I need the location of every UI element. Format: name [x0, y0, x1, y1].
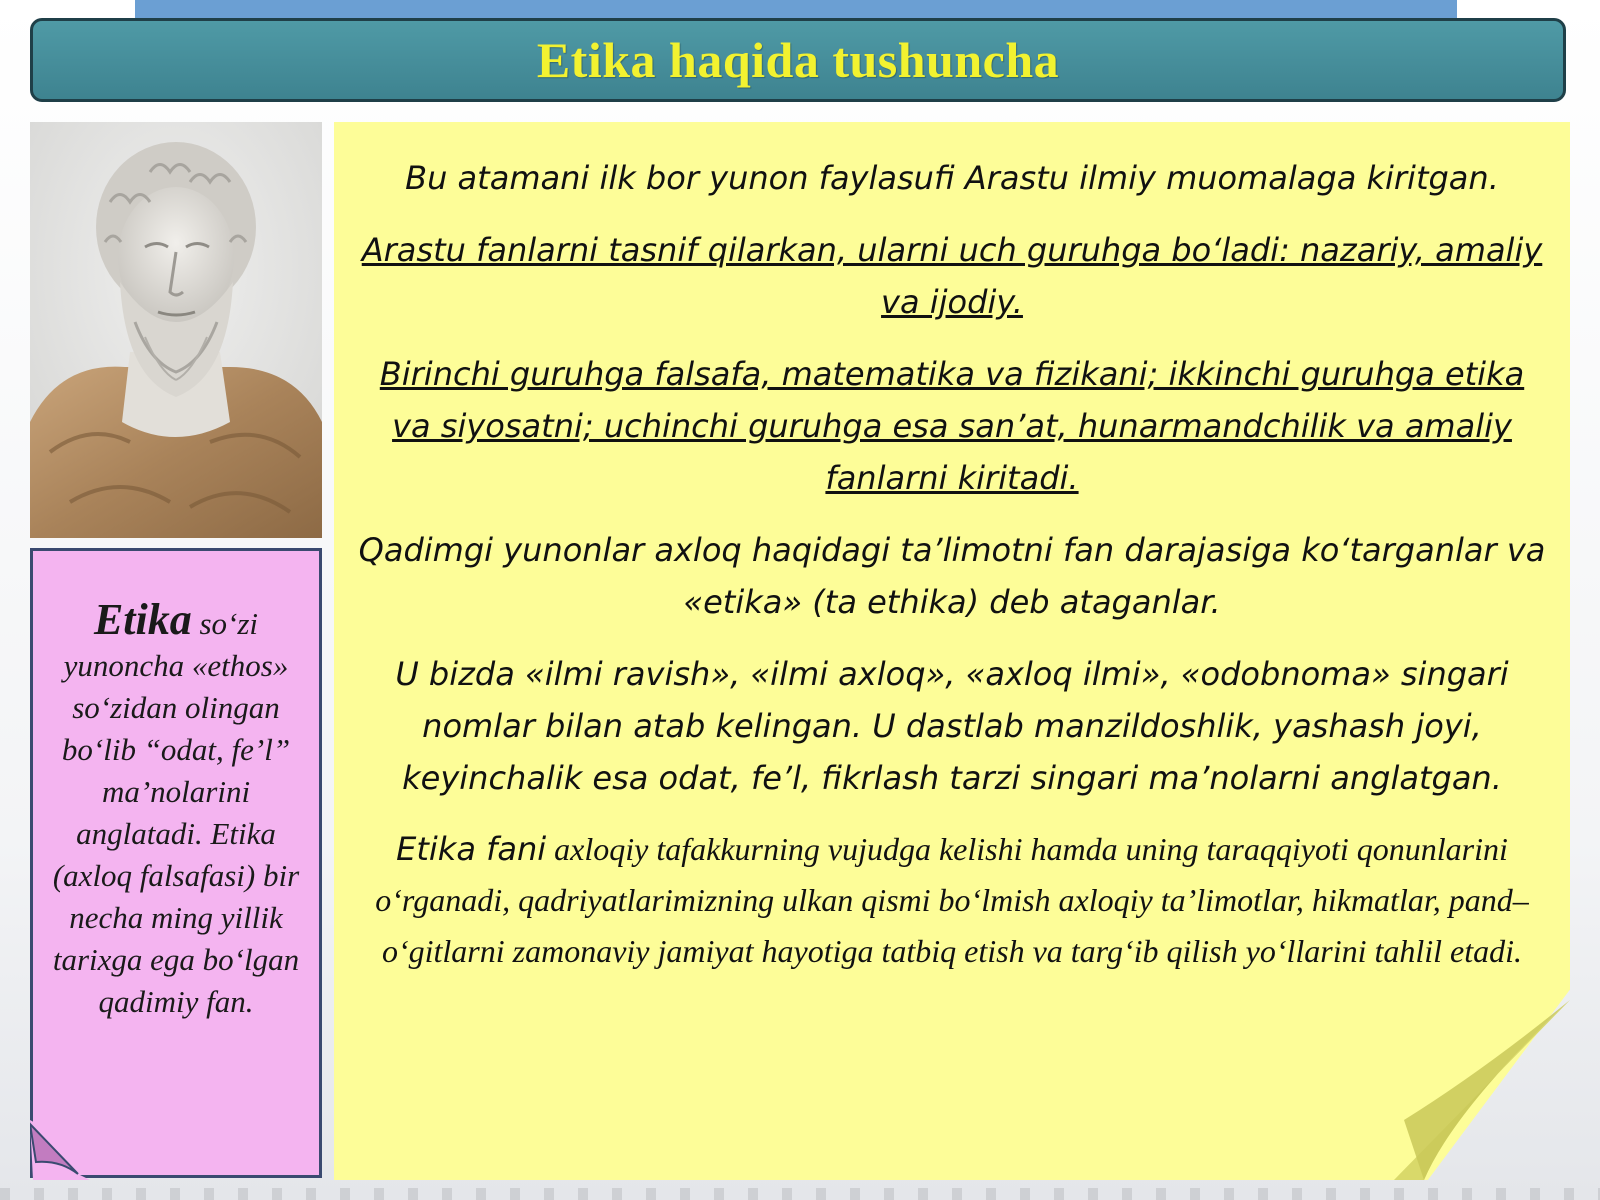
page-curl-icon: [1394, 1000, 1570, 1180]
portrait-image: [30, 122, 322, 538]
paragraph-term-origin: Bu atamani ilk bor yunon faylasufi Arastu ilmiy muomalaga kiritgan.: [405, 159, 1499, 197]
paragraph-lead: Etika fani: [396, 830, 547, 868]
side-note-lead: Etika: [93, 595, 192, 644]
etika-definition-note: [30, 548, 322, 1178]
bust-of-aristotle-icon: [30, 122, 322, 538]
page-curl-icon: [30, 1120, 90, 1180]
paragraph-classification: Arastu fanlarni tasnif qilarkan, ularni uch guruhga bo‘ladi: nazariy, amaliy va ijodiy.: [361, 231, 1543, 321]
main-text: [356, 152, 1548, 997]
paragraph-body: axloqiy tafakkurning vujudga kelishi hamda uning taraqqiyoti qonunlarini o‘rganadi, qadriyatlarimizning ulkan qismi bo‘lmish axloqiy ta’limotlar, hikmatlar, pand–o‘gitlarni zamonaviy jamiyat hayotiga tatbiq etish va targ‘ib qilish yo‘llarini tahlil etadi.: [375, 831, 1529, 969]
paragraph-etika-fani: [356, 824, 1548, 977]
bottom-decoration: [0, 1188, 1600, 1200]
paragraph-groups: Birinchi guruhga falsafa, matematika va fizikani; ikkinchi guruhga etika va siyosatni; uchinchi guruhga esa san’at, hunarmandchilik va amaliy fanlarni kiritadi.: [379, 355, 1525, 497]
paragraph-ancient-greeks: Qadimgi yunonlar axloq haqidagi ta’limotni fan darajasiga ko‘targanlar va «etika» (ta ethika) deb ataganlar.: [358, 531, 1546, 621]
page-title: Etika haqida tushuncha: [536, 32, 1060, 88]
side-note-text: so‘zi yunoncha «ethos» so‘zidan olingan bo‘lib “odat, fe’l” ma’nolarini anglatadi. Etika (axloq falsafasi) bir necha ming yillik tarixga ega bo‘lgan qadimiy fan.: [52, 606, 300, 1019]
paragraph-names: U bizda «ilmi ravish», «ilmi axloq», «axloq ilmi», «odobnoma» singari nomlar bilan atab kelingan. U dastlab manzildoshlik, yashash joyi, keyinchalik esa odat, fe’l, fikrlash tarzi singari ma’nolarni anglatgan.: [395, 655, 1509, 797]
title-bar: [30, 18, 1566, 102]
